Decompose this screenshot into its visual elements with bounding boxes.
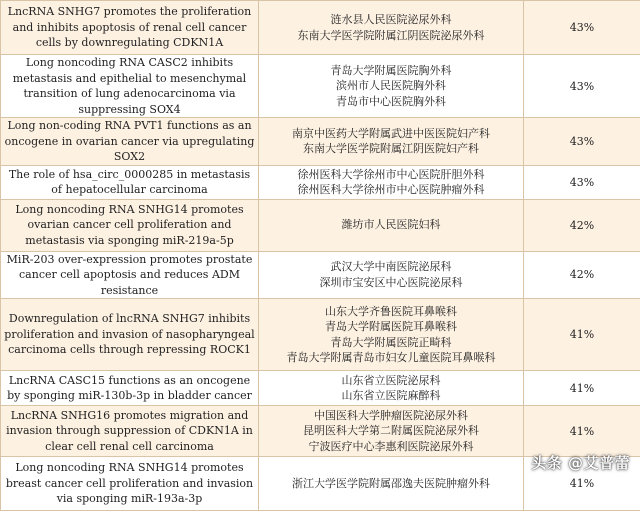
publications-table-body xyxy=(1,1,640,511)
hospital-cell xyxy=(259,457,524,511)
hospital-cell xyxy=(259,1,524,55)
hospital-name: 徐州医科大学徐州市中心医院肝胆外科 xyxy=(259,167,523,183)
hospital-name: 山东大学齐鲁医院耳鼻喉科 xyxy=(259,304,523,320)
hospital-cell xyxy=(259,55,524,118)
paper-title-cell: MiR-203 over-expression promotes prostate cancer cell apoptosis and reduces ADM resistance xyxy=(1,251,259,299)
hospital-name: 浙江大学医学院附属邵逸夫医院肿瘤外科 xyxy=(259,476,523,492)
hospital-name: 青岛大学附属医院耳鼻喉科 xyxy=(259,319,523,335)
percentage-cell: 42% xyxy=(524,199,640,251)
hospital-name: 青岛市中心医院胸外科 xyxy=(259,94,523,110)
percentage-cell: 43% xyxy=(524,1,640,55)
hospital-name: 山东省立医院麻醉科 xyxy=(259,388,523,404)
percentage-cell: 41% xyxy=(524,371,640,406)
paper-title-cell: Long noncoding RNA SNHG14 promotes breast cancer cell proliferation and invasion via sponging miR-193a-3p xyxy=(1,457,259,511)
paper-title-cell: Long noncoding RNA CASC2 inhibits metastasis and epithelial to mesenchymal transition of lung adenocarcinoma via suppressing SOX4 xyxy=(1,55,259,118)
hospital-name: 东南大学医学院附属江阴医院妇产科 xyxy=(259,141,523,157)
percentage-cell: 43% xyxy=(524,118,640,166)
hospital-name: 昆明医科大学第二附属医院泌尿外科 xyxy=(259,423,523,439)
table-row xyxy=(1,55,640,118)
hospital-name: 涟水县人民医院泌尿外科 xyxy=(259,12,523,28)
paper-title-cell: Long noncoding RNA SNHG14 promotes ovarian cancer cell proliferation and metastasis via sponging miR-219a-5p xyxy=(1,199,259,251)
table-row xyxy=(1,199,640,251)
hospital-name: 中国医科大学肿瘤医院泌尿外科 xyxy=(259,408,523,424)
hospital-name: 徐州医科大学徐州市中心医院肿瘤外科 xyxy=(259,182,523,198)
percentage-cell: 43% xyxy=(524,55,640,118)
hospital-name: 潍坊市人民医院妇科 xyxy=(259,217,523,233)
percentage-cell: 43% xyxy=(524,165,640,199)
paper-title-cell: LncRNA SNHG7 promotes the proliferation and inhibits apoptosis of renal cell cancer cells by downregulating CDKN1A xyxy=(1,1,259,55)
percentage-cell: 41% xyxy=(524,457,640,511)
percentage-cell: 41% xyxy=(524,299,640,371)
hospital-name: 东南大学医学院附属江阴医院泌尿外科 xyxy=(259,28,523,44)
hospital-name: 深圳市宝安区中心医院泌尿科 xyxy=(259,275,523,291)
hospital-name: 青岛大学附属医院正畸科 xyxy=(259,335,523,351)
hospital-cell xyxy=(259,406,524,457)
hospital-name: 滨州市人民医院胸外科 xyxy=(259,78,523,94)
table-row xyxy=(1,251,640,299)
hospital-name: 山东省立医院泌尿科 xyxy=(259,373,523,389)
hospital-cell xyxy=(259,251,524,299)
percentage-cell: 42% xyxy=(524,251,640,299)
hospital-name: 青岛大学附属医院胸外科 xyxy=(259,63,523,79)
hospital-cell xyxy=(259,165,524,199)
percentage-cell: 41% xyxy=(524,406,640,457)
table-row xyxy=(1,118,640,166)
table-row xyxy=(1,1,640,55)
paper-title-cell: Long non-coding RNA PVT1 functions as an oncogene in ovarian cancer via upregulating SOX2 xyxy=(1,118,259,166)
paper-title-cell: LncRNA SNHG16 promotes migration and invasion through suppression of CDKN1A in clear cell renal cell carcinoma xyxy=(1,406,259,457)
table-row xyxy=(1,406,640,457)
watermark-text: 头条 @艾普蕾 xyxy=(531,452,630,473)
hospital-cell xyxy=(259,118,524,166)
hospital-name: 武汉大学中南医院泌尿科 xyxy=(259,259,523,275)
paper-title-cell: The role of hsa_circ_0000285 in metastasis of hepatocellular carcinoma xyxy=(1,165,259,199)
hospital-name: 宁波医疗中心李惠利医院泌尿外科 xyxy=(259,439,523,455)
table-row xyxy=(1,371,640,406)
paper-title-cell: Downregulation of lncRNA SNHG7 inhibits proliferation and invasion of nasopharyngeal carcinoma cells through repressing ROCK1 xyxy=(1,299,259,371)
table-row xyxy=(1,165,640,199)
paper-title-cell: LncRNA CASC15 functions as an oncogene by sponging miR-130b-3p in bladder cancer xyxy=(1,371,259,406)
hospital-cell xyxy=(259,199,524,251)
hospital-name: 南京中医药大学附属武进中医医院妇产科 xyxy=(259,126,523,142)
hospital-cell xyxy=(259,371,524,406)
table-row xyxy=(1,299,640,371)
hospital-name: 青岛大学附属青岛市妇女儿童医院耳鼻喉科 xyxy=(259,350,523,366)
hospital-cell xyxy=(259,299,524,371)
